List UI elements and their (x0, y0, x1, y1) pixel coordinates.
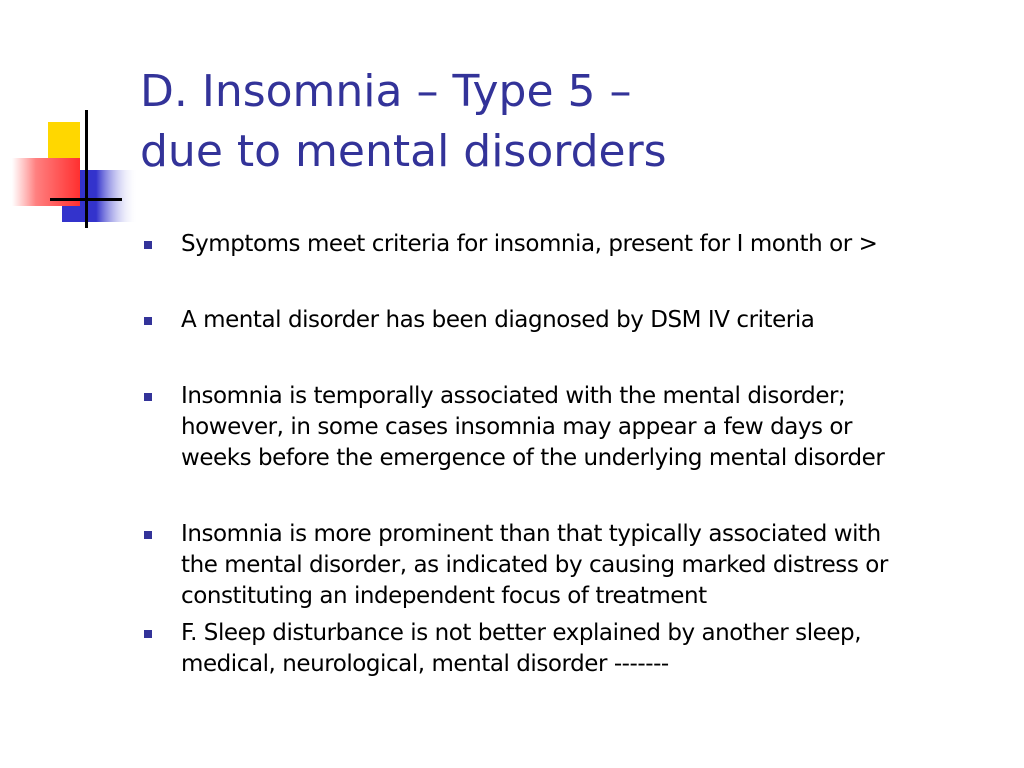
bullet-square-icon (144, 531, 152, 539)
bullet-square-icon (144, 630, 152, 638)
list-item (140, 618, 1000, 680)
corner-squares-logo-icon (0, 0, 140, 240)
bullet-text-line: however, in some cases insomnia may appear a few days or (181, 414, 853, 440)
bullet-list (140, 229, 1000, 680)
title-line-2: due to mental disorders (140, 126, 667, 177)
list-item (140, 381, 1000, 474)
slide-title (140, 62, 1000, 182)
bullet-square-icon (144, 317, 152, 325)
title-line-1: D. Insomnia – Type 5 – (140, 66, 632, 117)
list-item (140, 229, 1000, 260)
bullet-square-icon (144, 241, 152, 249)
bullet-text-line: the mental disorder, as indicated by causing marked distress or (181, 552, 888, 578)
bullet-square-icon (144, 393, 152, 401)
bullet-text-line: Symptoms meet criteria for insomnia, present for I month or > (181, 231, 878, 257)
bullet-text-line: F. Sleep disturbance is not better explained by another sleep, (181, 620, 862, 646)
list-item (140, 519, 1000, 612)
bullet-text-line: Insomnia is temporally associated with the mental disorder; (181, 383, 846, 409)
bullet-text-line: constituting an independent focus of treatment (181, 583, 707, 609)
bullet-text-line: medical, neurological, mental disorder ------- (181, 651, 669, 677)
bullet-text-line: A mental disorder has been diagnosed by DSM IV criteria (181, 307, 815, 333)
list-item (140, 305, 1000, 336)
bullet-text-line: weeks before the emergence of the underlying mental disorder (181, 445, 885, 471)
bullet-text-line: Insomnia is more prominent than that typically associated with (181, 521, 881, 547)
